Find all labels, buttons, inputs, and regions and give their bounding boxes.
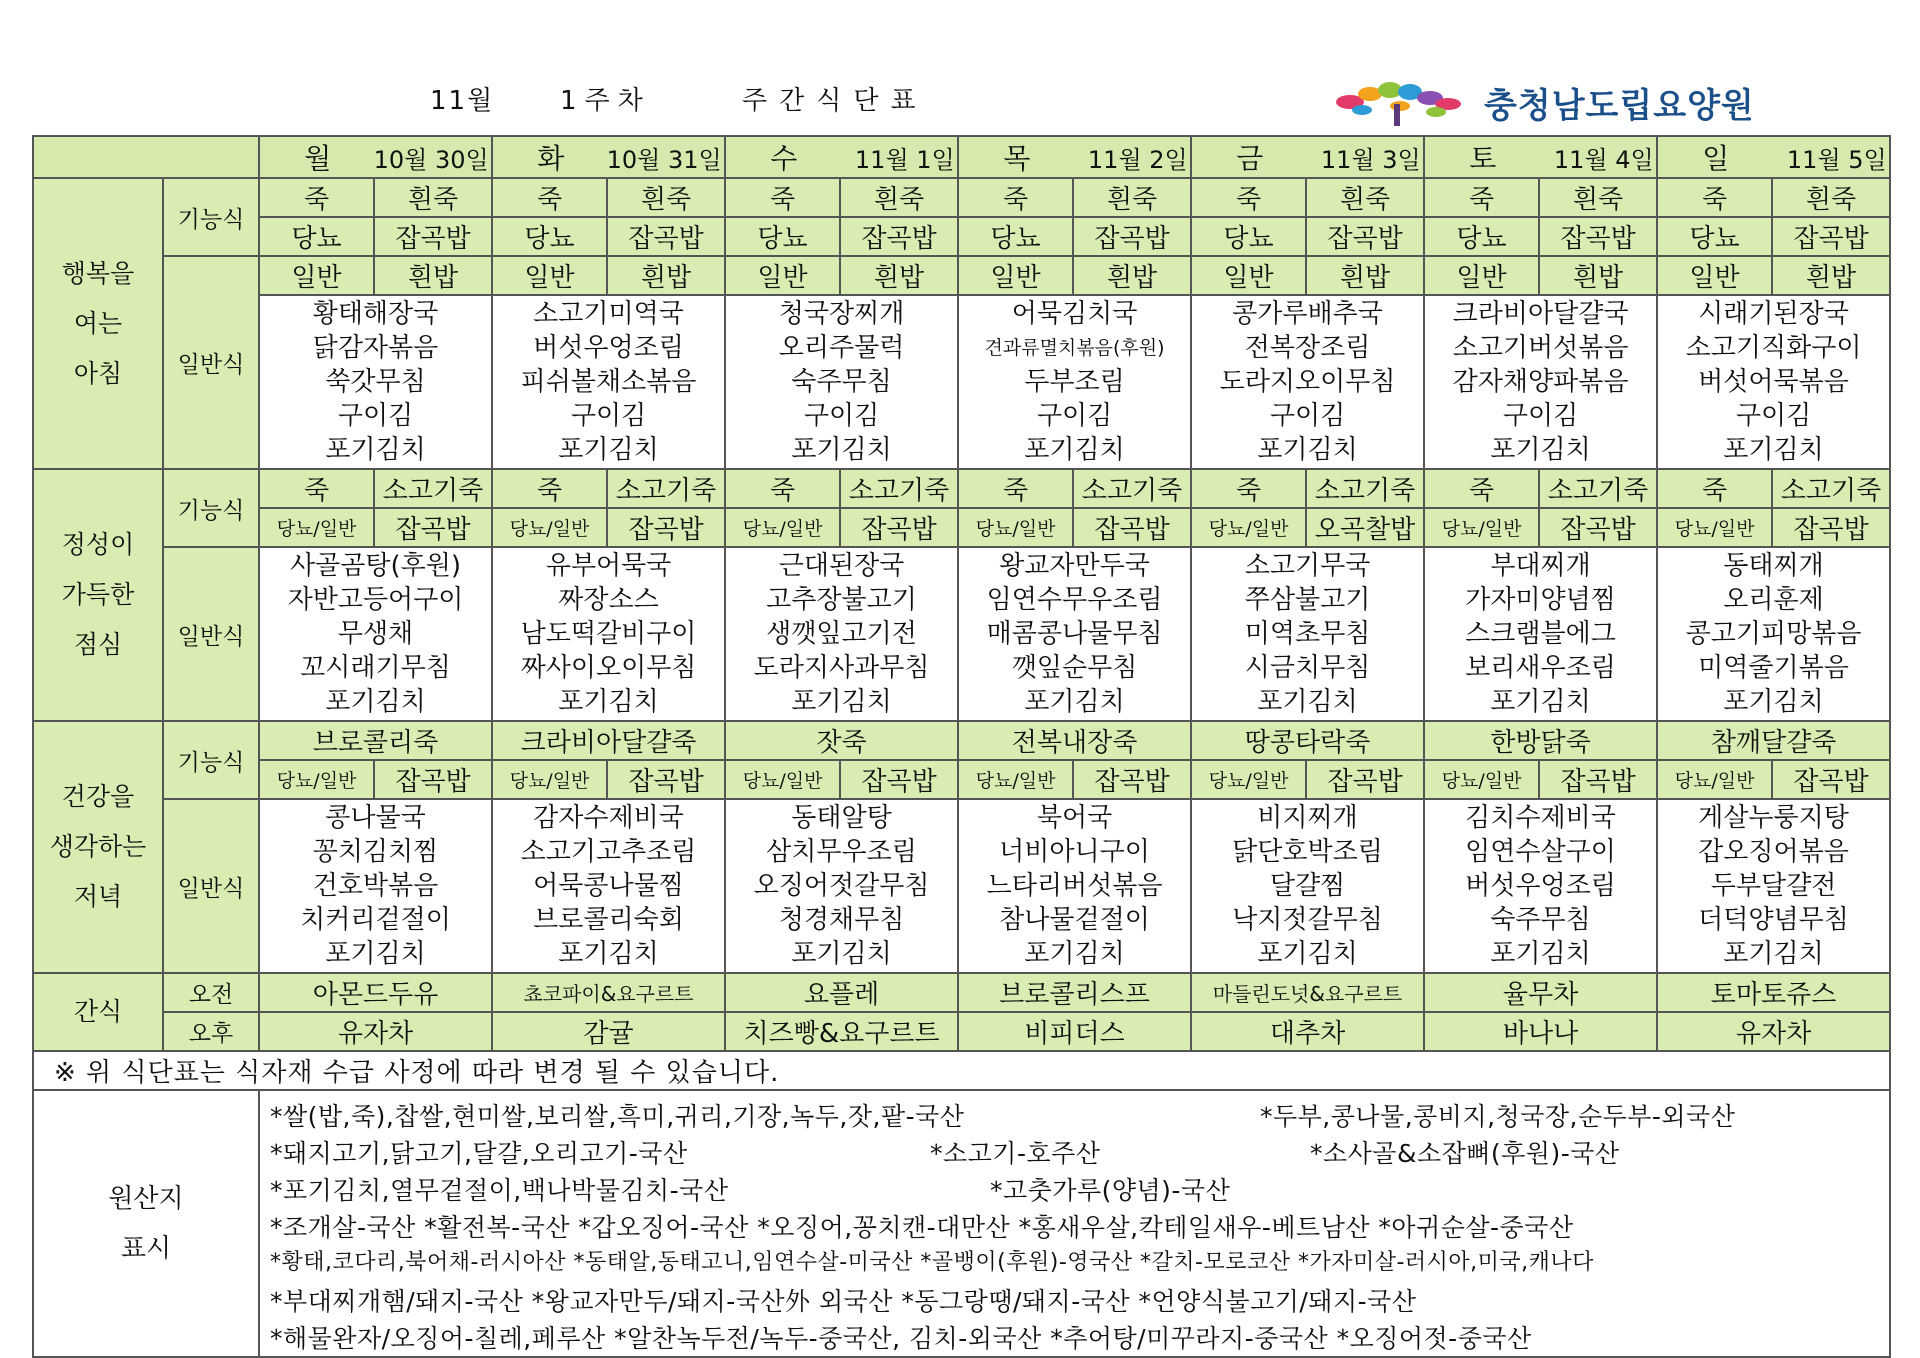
func-cell: 죽 [259, 469, 374, 508]
dish-item: 비지찌개 [1257, 803, 1358, 833]
func-cell: 당뇨 [725, 217, 840, 256]
func-cell: 일반 [958, 256, 1073, 295]
func-porridge: 땅콩타락죽 [1191, 721, 1424, 760]
func-cell: 잡곡밥 [1073, 760, 1191, 799]
org-logo [1330, 72, 1890, 128]
dish-item: 두부조림 [1024, 367, 1125, 397]
day-name: 금 [1236, 142, 1264, 175]
func-cell: 당뇨/일반 [725, 760, 840, 799]
dish-item: 콩나물국 [325, 803, 426, 833]
dish-item: 도라지오이무침 [1219, 367, 1396, 397]
meal-menu [1191, 547, 1424, 721]
dish-item: 짜장소스 [558, 585, 659, 615]
func-cell: 죽 [725, 469, 840, 508]
day-header [958, 136, 1191, 178]
meal-menu [1424, 799, 1657, 973]
dish-item: 구이김 [1735, 401, 1812, 431]
func-porridge: 브로콜리죽 [259, 721, 492, 760]
day-date: 11월 2일 [1087, 146, 1188, 174]
dish-item: 느타리버섯볶음 [986, 871, 1163, 901]
dish-item: 깻잎순무침 [1011, 653, 1138, 683]
meal-menu [958, 547, 1191, 721]
dish-item: 스크램블에그 [1465, 619, 1616, 649]
dish-item: 포기김치 [558, 687, 659, 717]
section-label-line: 생각하는 [49, 832, 147, 861]
dish-item: 소고기미역국 [533, 299, 684, 329]
dish-item: 더덕양념무침 [1698, 905, 1849, 935]
func-cell: 흰죽 [607, 178, 725, 217]
dish-item: 콩가루배추국 [1232, 299, 1383, 329]
func-cell: 소고기죽 [1539, 469, 1657, 508]
func-cell: 당뇨/일반 [1424, 760, 1539, 799]
dish-item: 어묵콩나물찜 [533, 871, 684, 901]
dish-item: 포기김치 [1257, 687, 1358, 717]
dish-item: 콩고기피망볶음 [1685, 619, 1862, 649]
dish-item: 북어국 [1036, 803, 1113, 833]
page-header [0, 0, 1920, 135]
dish-item: 김치수제비국 [1465, 803, 1616, 833]
func-cell: 흰밥 [374, 256, 492, 295]
dish-item: 닭감자볶음 [312, 333, 439, 363]
dish-item: 포기김치 [1257, 939, 1358, 969]
title-week: 1주차 [560, 86, 651, 116]
func-cell: 잡곡밥 [840, 760, 958, 799]
meal-menu [259, 799, 492, 973]
origin-entry: *돼지고기,닭고기,달걀,오리고기-국산 [270, 1139, 688, 1168]
snack-pm: 유자차 [259, 1012, 492, 1051]
page-title: 주간식단표 [742, 86, 928, 116]
func-cell: 오곡찰밥 [1306, 508, 1424, 547]
func-cell: 흰죽 [1539, 178, 1657, 217]
snack-am: 요플레 [725, 973, 958, 1012]
func-cell: 일반 [1424, 256, 1539, 295]
func-cell: 당뇨 [1657, 217, 1772, 256]
func-cell: 소고기죽 [607, 469, 725, 508]
snack-am: 쵸코파이&요구르트 [492, 973, 725, 1012]
day-header [725, 136, 958, 178]
func-cell: 당뇨/일반 [492, 760, 607, 799]
general-label: 일반식 [163, 799, 259, 973]
day-date: 10월 30일 [373, 146, 489, 174]
dish-item: 가자미양념찜 [1465, 585, 1616, 615]
origin-entry: *부대찌개햄/돼지-국산 *왕교자만두/돼지-국산外 외국산 *동그랑땡/돼지-국산 *언양식불고기/돼지-국산 [270, 1287, 1417, 1316]
dish-item: 소고기고추조림 [520, 837, 697, 867]
func-porridge: 전복내장죽 [958, 721, 1191, 760]
dish-item: 남도떡갈비구이 [520, 619, 697, 649]
func-cell: 잡곡밥 [374, 508, 492, 547]
origin-entry: *소고기-호주산 [930, 1139, 1101, 1168]
dish-item: 건호박볶음 [312, 871, 439, 901]
func-cell: 당뇨 [1191, 217, 1306, 256]
func-cell: 당뇨/일반 [1191, 760, 1306, 799]
section-label-line: 여는 [73, 308, 123, 338]
func-cell: 잡곡밥 [1539, 217, 1657, 256]
func-cell: 일반 [1657, 256, 1772, 295]
func-porridge: 잣죽 [725, 721, 958, 760]
dish-item: 구이김 [337, 401, 414, 431]
dish-item: 포기김치 [1723, 435, 1824, 465]
func-porridge: 한방닭죽 [1424, 721, 1657, 760]
func-cell: 당뇨 [492, 217, 607, 256]
meal-menu [725, 295, 958, 469]
dish-item: 크라비아달걀국 [1452, 299, 1629, 329]
meal-menu [1657, 295, 1890, 469]
dish-item: 도라지사과무침 [753, 653, 930, 683]
dish-item: 포기김치 [1257, 435, 1358, 465]
origin-label [33, 1090, 259, 1357]
func-cell: 흰죽 [840, 178, 958, 217]
dish-item: 피쉬볼채소볶음 [520, 367, 697, 397]
func-cell: 잡곡밥 [1772, 217, 1890, 256]
func-label: 기능식 [163, 721, 259, 799]
dish-item: 짜사이오이무침 [520, 653, 697, 683]
dish-item: 포기김치 [1024, 435, 1125, 465]
dish-item: 포기김치 [1490, 939, 1591, 969]
meal-menu [1191, 295, 1424, 469]
func-cell: 죽 [1424, 178, 1539, 217]
day-date: 11월 4일 [1553, 146, 1654, 174]
dish-item: 치커리겉절이 [300, 905, 451, 935]
func-cell: 당뇨 [958, 217, 1073, 256]
func-porridge: 참깨달걀죽 [1657, 721, 1890, 760]
func-label: 기능식 [163, 178, 259, 256]
func-cell: 소고기죽 [374, 469, 492, 508]
dish-item: 감자수제비국 [533, 803, 684, 833]
day-header [492, 136, 725, 178]
dish-item: 사골곰탕(후원) [290, 551, 461, 581]
day-date: 10월 31일 [606, 146, 722, 174]
func-cell: 잡곡밥 [840, 508, 958, 547]
func-cell: 잡곡밥 [374, 217, 492, 256]
dish-item: 동태알탕 [791, 803, 892, 833]
title-month: 11월 [430, 86, 495, 116]
func-cell: 당뇨/일반 [958, 760, 1073, 799]
dish-item: 구이김 [1269, 401, 1346, 431]
section-label-line: 가득한 [61, 580, 135, 609]
dish-item: 버섯어묵볶음 [1698, 367, 1849, 397]
section-label-line: 행복을 [61, 258, 135, 288]
meal-menu [259, 547, 492, 721]
origin-list [259, 1090, 1890, 1357]
func-cell: 흰밥 [1539, 256, 1657, 295]
dish-item: 숙주무침 [791, 367, 892, 397]
snack-am: 아몬드두유 [259, 973, 492, 1012]
func-cell: 죽 [1424, 469, 1539, 508]
dish-item: 시래기된장국 [1698, 299, 1849, 329]
func-cell: 죽 [492, 469, 607, 508]
dish-item: 참나물겉절이 [999, 905, 1150, 935]
func-cell: 흰밥 [1306, 256, 1424, 295]
dish-item: 무생채 [337, 619, 414, 649]
day-name: 수 [770, 142, 798, 175]
day-name: 목 [1003, 142, 1031, 175]
snack-pm: 치즈빵&요구르트 [725, 1012, 958, 1051]
func-cell: 죽 [492, 178, 607, 217]
dish-item: 게살누룽지탕 [1698, 803, 1849, 833]
dish-item: 쭈삼불고기 [1244, 585, 1371, 615]
func-cell: 당뇨/일반 [259, 760, 374, 799]
section-label-line: 아침 [73, 358, 123, 388]
dish-item: 생깻잎고기전 [766, 619, 917, 649]
dish-item: 임연수살구이 [1465, 837, 1616, 867]
snack-pm: 바나나 [1424, 1012, 1657, 1051]
func-cell: 잡곡밥 [840, 217, 958, 256]
func-cell: 죽 [958, 469, 1073, 508]
dish-item: 브로콜리숙회 [533, 905, 684, 935]
dish-item: 삼치무우조림 [766, 837, 917, 867]
dish-item: 구이김 [1502, 401, 1579, 431]
dish-item: 포기김치 [791, 435, 892, 465]
snack-am: 토마토쥬스 [1657, 973, 1890, 1012]
func-cell: 잡곡밥 [1306, 217, 1424, 256]
origin-entry: *해물완자/오징어-칠레,페루산 *알찬녹두전/녹두-중국산, 김치-외국산 *추어탕/미꾸라지-중국산 *오징어젓-중국산 [270, 1324, 1532, 1353]
func-cell: 흰죽 [1073, 178, 1191, 217]
dish-item: 왕교자만두국 [999, 551, 1150, 581]
dish-item: 버섯우엉조림 [533, 333, 684, 363]
snack-pm: 감귤 [492, 1012, 725, 1051]
snack-am: 마들린도넛&요구르트 [1191, 973, 1424, 1012]
meal-menu [725, 547, 958, 721]
dish-item: 청경채무침 [778, 905, 905, 935]
dish-item: 포기김치 [325, 435, 426, 465]
snack-label: 간식 [33, 973, 163, 1051]
func-cell: 흰밥 [607, 256, 725, 295]
dish-item: 꼬시래기무침 [300, 653, 451, 683]
day-header [259, 136, 492, 178]
day-name: 화 [537, 142, 565, 175]
dish-item: 포기김치 [1024, 687, 1125, 717]
func-cell: 소고기죽 [1306, 469, 1424, 508]
dish-item: 포기김치 [325, 939, 426, 969]
func-cell: 잡곡밥 [1539, 508, 1657, 547]
dish-item: 동태찌개 [1723, 551, 1824, 581]
dish-item: 자반고등어구이 [287, 585, 464, 615]
dish-item: 전복장조림 [1244, 333, 1371, 363]
func-cell: 당뇨/일반 [725, 508, 840, 547]
dish-item: 미역줄기볶음 [1698, 653, 1849, 683]
dish-item: 포기김치 [1490, 435, 1591, 465]
func-cell: 소고기죽 [840, 469, 958, 508]
func-cell: 당뇨 [259, 217, 374, 256]
func-cell: 소고기죽 [1772, 469, 1890, 508]
func-cell: 죽 [1191, 178, 1306, 217]
func-cell: 잡곡밥 [1073, 217, 1191, 256]
func-cell: 당뇨/일반 [958, 508, 1073, 547]
dish-item: 포기김치 [1490, 687, 1591, 717]
snack-pm: 대추차 [1191, 1012, 1424, 1051]
func-cell: 잡곡밥 [607, 217, 725, 256]
flower-logo-icon [1330, 72, 1480, 128]
snack-am: 율무차 [1424, 973, 1657, 1012]
dish-item: 갑오징어볶음 [1698, 837, 1849, 867]
dish-item: 포기김치 [558, 435, 659, 465]
func-cell: 당뇨/일반 [1191, 508, 1306, 547]
func-cell: 잡곡밥 [607, 508, 725, 547]
dish-item: 감자채양파볶음 [1452, 367, 1629, 397]
origin-entry: *조개살-국산 *활전복-국산 *갑오징어-국산 *오징어,꽁치캔-대만산 *홍새우살,칵테일새우-베트남산 *아귀순살-중국산 [270, 1213, 1574, 1242]
day-date: 11월 5일 [1786, 146, 1887, 174]
func-cell: 흰밥 [840, 256, 958, 295]
dish-item: 유부어묵국 [545, 551, 672, 581]
dish-item: 오리주물럭 [778, 333, 905, 363]
func-cell: 잡곡밥 [1539, 760, 1657, 799]
day-name: 월 [304, 142, 332, 175]
func-cell: 죽 [725, 178, 840, 217]
meal-menu [492, 295, 725, 469]
dish-item: 버섯우엉조림 [1465, 871, 1616, 901]
meal-menu [1424, 295, 1657, 469]
dish-item: 오징어젓갈무침 [753, 871, 930, 901]
func-cell: 잡곡밥 [374, 760, 492, 799]
func-cell: 죽 [958, 178, 1073, 217]
dish-item: 낙지젓갈무침 [1232, 905, 1383, 935]
dish-item: 부대찌개 [1490, 551, 1591, 581]
dish-item: 미역초무침 [1244, 619, 1371, 649]
func-cell: 소고기죽 [1073, 469, 1191, 508]
dish-item: 포기김치 [558, 939, 659, 969]
day-name: 일 [1702, 142, 1730, 175]
origin-entry: *쌀(밥,죽),찹쌀,현미쌀,보리쌀,흑미,귀리,기장,녹두,잣,팥-국산 [270, 1102, 965, 1131]
dish-item: 포기김치 [791, 939, 892, 969]
notice-text: ※ 위 식단표는 식자재 수급 사정에 따라 변경 될 수 있습니다. [33, 1051, 1890, 1090]
dish-item: 쑥갓무침 [325, 367, 426, 397]
func-cell: 흰밥 [1073, 256, 1191, 295]
day-header [1191, 136, 1424, 178]
pm-label: 오후 [163, 1012, 259, 1051]
dinner-label [33, 721, 163, 973]
day-date: 11월 1일 [854, 146, 955, 174]
day-date: 11월 3일 [1320, 146, 1421, 174]
dish-item: 시금치무침 [1244, 653, 1371, 683]
origin-entry: *포기김치,열무겉절이,백나박물김치-국산 [270, 1176, 729, 1205]
lunch-label [33, 469, 163, 721]
org-name: 충청남도립요양원 [1484, 86, 1755, 126]
meal-menu [958, 799, 1191, 973]
dish-item: 소고기무국 [1244, 551, 1371, 581]
func-cell: 당뇨/일반 [1657, 508, 1772, 547]
dish-item: 달걀찜 [1269, 871, 1346, 901]
func-cell: 흰죽 [1772, 178, 1890, 217]
dish-item: 근대된장국 [778, 551, 905, 581]
func-cell: 일반 [1191, 256, 1306, 295]
origin-entry: *고춧가루(양념)-국산 [990, 1176, 1231, 1205]
func-porridge: 크라비아달걀죽 [492, 721, 725, 760]
dish-item: 임연수무우조림 [986, 585, 1163, 615]
dish-item: 숙주무침 [1490, 905, 1591, 935]
meal-menu [1424, 547, 1657, 721]
section-label-line: 점심 [73, 630, 123, 659]
func-cell: 당뇨/일반 [1424, 508, 1539, 547]
dish-item: 오리훈제 [1723, 585, 1824, 615]
func-cell: 잡곡밥 [1772, 760, 1890, 799]
origin-entry: *소사골&소잡뼈(후원)-국산 [1310, 1139, 1620, 1168]
func-cell: 잡곡밥 [607, 760, 725, 799]
dish-item: 포기김치 [325, 687, 426, 717]
dish-item: 포기김치 [791, 687, 892, 717]
weekly-menu-table [32, 135, 1891, 1358]
section-label-line: 원산지 [108, 1183, 184, 1214]
meal-menu [1657, 799, 1890, 973]
func-label: 기능식 [163, 469, 259, 547]
dish-item: 견과류멸치볶음(후원) [984, 337, 1165, 359]
meal-menu [492, 799, 725, 973]
dish-item: 황태해장국 [312, 299, 439, 329]
func-cell: 잡곡밥 [1073, 508, 1191, 547]
dish-item: 고추장불고기 [766, 585, 917, 615]
func-cell: 일반 [725, 256, 840, 295]
dish-item: 너비아니구이 [999, 837, 1150, 867]
func-cell: 잡곡밥 [1306, 760, 1424, 799]
meal-menu [958, 295, 1191, 469]
func-cell: 죽 [1191, 469, 1306, 508]
meal-menu [259, 295, 492, 469]
func-cell: 흰밥 [1772, 256, 1890, 295]
func-cell: 흰죽 [374, 178, 492, 217]
origin-entry: *두부,콩나물,콩비지,청국장,순두부-외국산 [1260, 1102, 1736, 1131]
dish-item: 포기김치 [1723, 687, 1824, 717]
dish-item: 두부달걀전 [1710, 871, 1837, 901]
func-cell: 일반 [259, 256, 374, 295]
am-label: 오전 [163, 973, 259, 1012]
meal-menu [1191, 799, 1424, 973]
general-label: 일반식 [163, 547, 259, 721]
day-name: 토 [1469, 142, 1497, 175]
meal-menu [725, 799, 958, 973]
dish-item: 소고기버섯볶음 [1452, 333, 1629, 363]
func-cell: 죽 [1657, 178, 1772, 217]
func-cell: 당뇨 [1424, 217, 1539, 256]
func-cell: 잡곡밥 [1772, 508, 1890, 547]
meal-menu [492, 547, 725, 721]
dish-item: 어묵김치국 [1011, 299, 1138, 329]
dish-item: 구이김 [570, 401, 647, 431]
dish-item: 꽁치김치찜 [312, 837, 439, 867]
func-cell: 당뇨/일반 [1657, 760, 1772, 799]
dish-item: 청국장찌개 [778, 299, 905, 329]
snack-am: 브로콜리스프 [958, 973, 1191, 1012]
dish-item: 구이김 [803, 401, 880, 431]
dish-item: 포기김치 [1024, 939, 1125, 969]
meal-menu [1657, 547, 1890, 721]
func-cell: 흰죽 [1306, 178, 1424, 217]
func-cell: 죽 [259, 178, 374, 217]
dish-item: 보리새우조림 [1465, 653, 1616, 683]
breakfast-label [33, 178, 163, 469]
snack-pm: 비피더스 [958, 1012, 1191, 1051]
day-header [1424, 136, 1657, 178]
func-cell: 당뇨/일반 [259, 508, 374, 547]
dish-item: 매콤콩나물무침 [986, 619, 1163, 649]
dish-item: 닭단호박조림 [1232, 837, 1383, 867]
dish-item: 구이김 [1036, 401, 1113, 431]
day-header [1657, 136, 1890, 178]
corner-cell [33, 136, 259, 178]
section-label-line: 표시 [120, 1233, 172, 1264]
dish-item: 소고기직화구이 [1685, 333, 1862, 363]
snack-pm: 유자차 [1657, 1012, 1890, 1051]
func-cell: 당뇨/일반 [492, 508, 607, 547]
section-label-line: 건강을 [61, 782, 135, 811]
general-label: 일반식 [163, 256, 259, 469]
func-cell: 일반 [492, 256, 607, 295]
section-label-line: 저녁 [73, 882, 123, 911]
section-label-line: 정성이 [61, 530, 135, 559]
func-cell: 죽 [1657, 469, 1772, 508]
origin-entry: *황태,코다리,북어채-러시아산 *동태알,동태고니,임연수살-미국산 *골뱅이(후원)-영국산 *갈치-모로코산 *가자미살-러시아,미국,캐나다 [270, 1250, 1594, 1275]
dish-item: 포기김치 [1723, 939, 1824, 969]
